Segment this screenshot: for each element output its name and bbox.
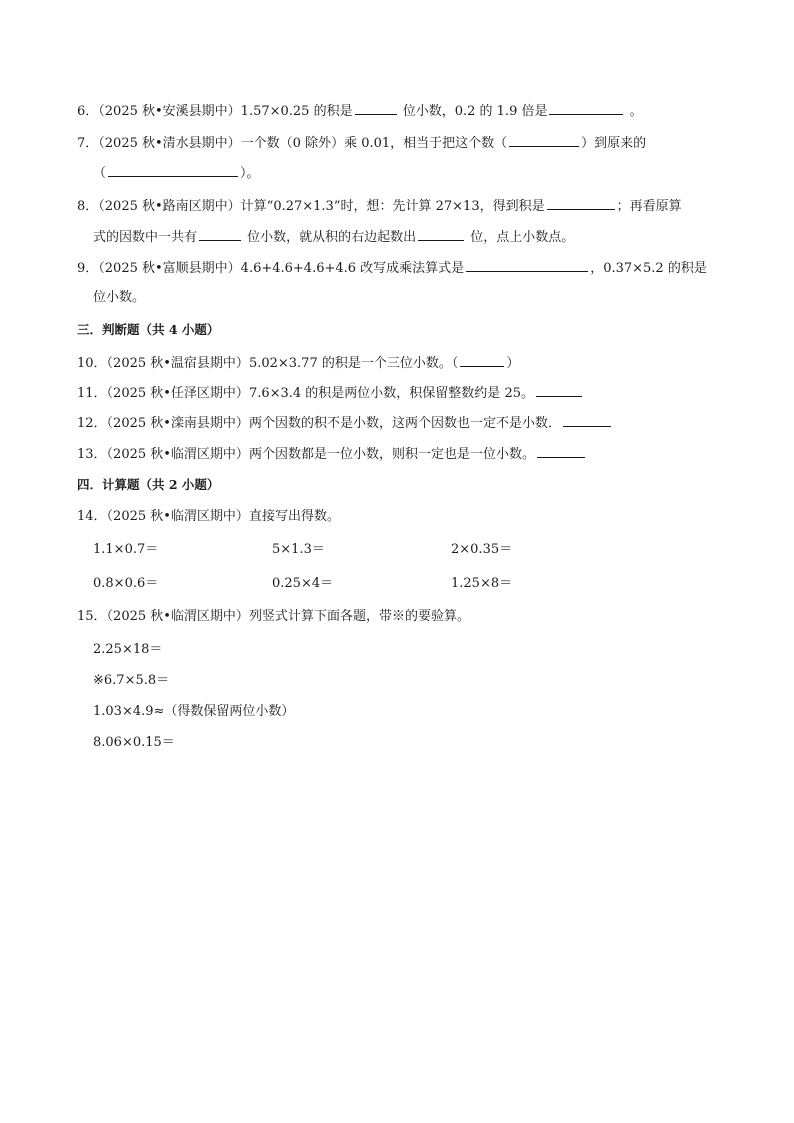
question-12 xyxy=(77,413,613,433)
question-8 xyxy=(77,196,682,216)
section-heading-judge: 三．判断题（共 4 小题） xyxy=(77,322,220,337)
answer-blank[interactable] xyxy=(537,444,585,458)
question-text: 列竖式计算下面各题，带※的要验算。 xyxy=(248,609,470,624)
question-text: 一个数（0 除外）乘 0.01，相当于把这个数（ xyxy=(240,136,508,151)
question-source: （2025 秋•临渭区期中） xyxy=(106,609,249,624)
question-13 xyxy=(77,444,587,464)
question-8-cont xyxy=(93,227,574,247)
question-9 xyxy=(77,258,707,278)
question-number: 10． xyxy=(77,356,107,371)
calc-item: 0.8×0.6＝ xyxy=(93,576,159,591)
answer-blank[interactable] xyxy=(547,196,615,210)
calc-item: 5×1.3＝ xyxy=(272,542,325,557)
vertical-calc-item: 8.06×0.15＝ xyxy=(93,735,175,750)
answer-blank[interactable] xyxy=(199,227,241,241)
vertical-calc-item: 1.03×4.9≈（得数保留两位小数） xyxy=(93,704,295,719)
question-text: 1.57×0.25 的积是 xyxy=(240,104,353,119)
question-number: 12． xyxy=(77,416,107,431)
question-text: 两个因数都是一位小数，则积一定也是一位小数。 xyxy=(248,447,535,462)
question-number: 11． xyxy=(77,386,107,401)
question-number: 14． xyxy=(77,509,107,524)
question-text: 式的因数中一共有 xyxy=(93,230,198,245)
question-number: 8． xyxy=(77,199,99,214)
question-6 xyxy=(77,101,643,121)
calc-item: 1.25×8＝ xyxy=(451,576,513,591)
question-text: 5.02×3.77 的积是一个三位小数。（ xyxy=(248,356,459,371)
question-source: （2025 秋•临渭区期中） xyxy=(106,509,249,524)
question-source: （2025 秋•临渭区期中） xyxy=(106,447,249,462)
question-source: （2025 秋•清水县期中） xyxy=(98,136,241,151)
calc-item: 1.1×0.7＝ xyxy=(93,542,159,557)
answer-blank[interactable] xyxy=(418,227,464,241)
question-number: 13． xyxy=(77,447,107,462)
question-source: （2025 秋•任泽区期中） xyxy=(106,386,249,401)
question-source: （2025 秋•富顺县期中） xyxy=(98,261,241,276)
answer-blank[interactable] xyxy=(108,163,238,177)
question-number: 7． xyxy=(77,136,99,151)
question-number: 9． xyxy=(77,261,99,276)
question-number: 15． xyxy=(77,609,107,624)
question-text: ；再看原算 xyxy=(616,199,682,214)
question-text: 位小数，0.2 的 1.9 倍是 xyxy=(398,104,548,119)
question-11 xyxy=(77,383,584,403)
question-text: （ xyxy=(93,166,107,181)
question-number: 6． xyxy=(77,104,99,119)
question-text: 两个因数的积不是小数，这两个因数也一定不是小数． xyxy=(248,416,561,431)
question-10 xyxy=(77,353,519,373)
question-text: ） xyxy=(506,356,520,371)
question-text: ）到原来的 xyxy=(581,136,647,151)
section-heading-calc: 四．计算题（共 2 小题） xyxy=(77,477,220,492)
answer-blank[interactable] xyxy=(466,258,588,272)
answer-blank[interactable] xyxy=(355,101,397,115)
answer-blank[interactable] xyxy=(563,413,611,427)
question-text: 7.6×3.4 的积是两位小数，积保留整数约是 25。 xyxy=(248,386,534,401)
question-text: 直接写出得数。 xyxy=(248,509,340,524)
answer-blank[interactable] xyxy=(549,101,623,115)
vertical-calc-item: ※6.7×5.8＝ xyxy=(93,673,170,688)
question-7 xyxy=(77,133,646,153)
question-text: 4.6+4.6+4.6+4.6 改写成乘法算式是 xyxy=(240,261,465,276)
question-source: （2025 秋•路南区期中） xyxy=(98,199,241,214)
answer-blank[interactable] xyxy=(460,353,504,367)
question-text: ，0.37×5.2 的积是 xyxy=(590,261,707,276)
question-text: 位小数。 xyxy=(93,290,146,305)
question-text: 。 xyxy=(625,104,643,119)
calc-item: 0.25×4＝ xyxy=(272,576,334,591)
vertical-calc-item: 2.25×18＝ xyxy=(93,642,163,657)
question-text: 位小数，就从积的右边起数出 xyxy=(243,230,417,245)
question-source: （2025 秋•安溪县期中） xyxy=(98,104,241,119)
question-source: （2025 秋•温宿县期中） xyxy=(106,356,249,371)
question-14 xyxy=(77,508,340,526)
calc-item: 2×0.35＝ xyxy=(451,542,513,557)
question-15 xyxy=(77,608,470,626)
question-text: ）。 xyxy=(240,166,260,181)
answer-blank[interactable] xyxy=(509,133,579,147)
question-text: 计算“0.27×1.3”时，想：先计算 27×13，得到积是 xyxy=(240,199,545,214)
question-9-cont xyxy=(93,289,145,307)
question-source: （2025 秋•滦南县期中） xyxy=(106,416,249,431)
answer-blank[interactable] xyxy=(536,383,582,397)
question-text: 位，点上小数点。 xyxy=(466,230,575,245)
question-7-cont xyxy=(93,163,260,183)
